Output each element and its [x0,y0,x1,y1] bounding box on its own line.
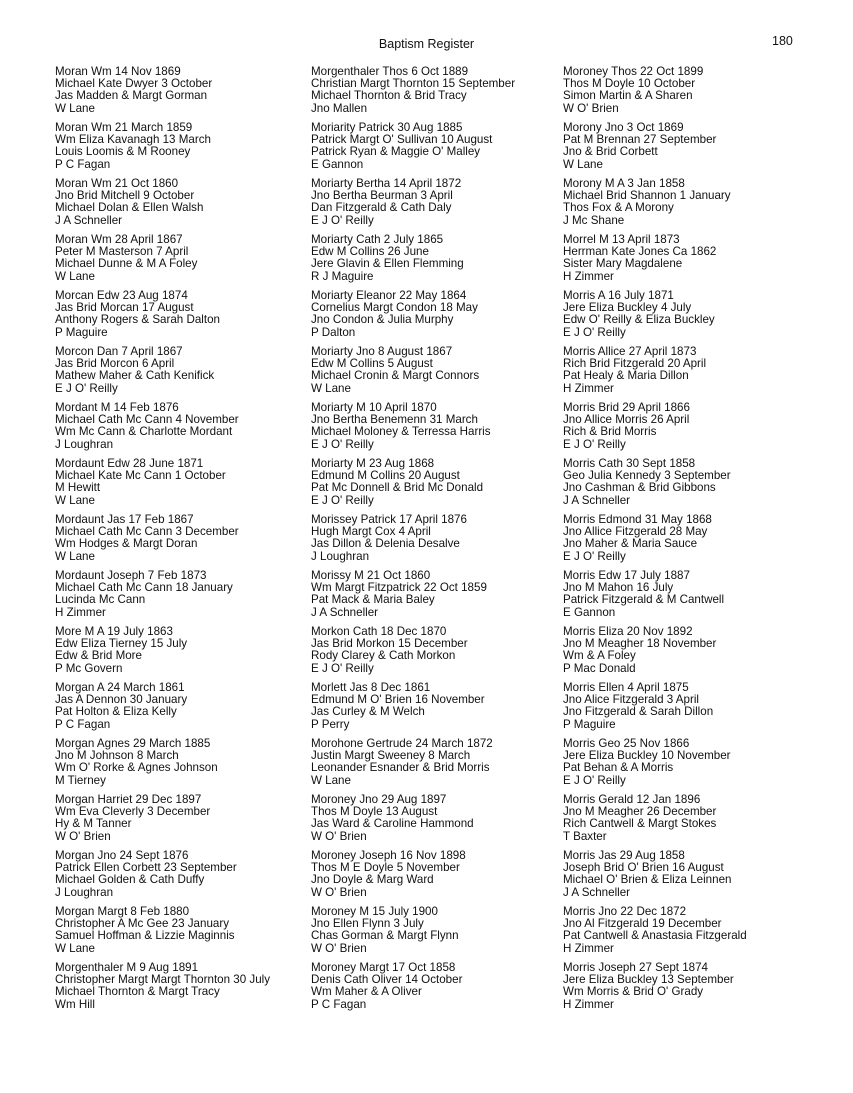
entry-child: Morgan Agnes 29 March 1885 [55,737,211,750]
entry-child: Morgan Jno 24 Sept 1876 [55,849,189,862]
entry-sponsors: Michael Cronin & Margt Connors [311,369,480,383]
entry-child: Morris Brid 29 April 1866 [563,401,690,414]
entry-sponsors: Pat Behan & A Morris [563,761,674,775]
entry-priest: P Mc Govern [55,661,123,675]
entry-priest: R J Maguire [311,269,374,283]
register-entry [311,122,566,178]
register-entry [563,850,818,906]
entry-priest: J Loughran [311,549,370,563]
entry-parents: Jno Allice Morris 26 April [563,413,690,427]
entry-priest: E Gannon [563,605,616,619]
entry-child: Morgenthaler Thos 6 Oct 1889 [311,65,469,78]
page-number: 180 [772,34,793,48]
entry-child: Moran Wm 14 Nov 1869 [55,65,181,78]
entry-sponsors: Patrick Fitzgerald & M Cantwell [563,593,725,607]
entry-sponsors: Lucinda Mc Cann [55,593,146,607]
entry-priest: W Lane [55,941,95,955]
entry-child: Morris A 16 July 1871 [563,289,674,302]
entry-child: Morlett Jas 8 Dec 1861 [311,681,431,694]
entry-sponsors: Rich & Brid Morris [563,425,657,439]
entry-priest: P Maguire [563,717,616,731]
entry-child: Morris Edw 17 July 1887 [563,569,690,582]
entry-priest: P C Fagan [55,157,111,171]
register-entry [563,626,818,682]
register-entry [55,458,310,514]
entry-priest: J A Schneller [311,605,379,619]
entry-priest: J Loughran [55,885,114,899]
entry-parents: Michael Cath Mc Cann 4 November [55,413,239,427]
entry-sponsors: Jno Condon & Julia Murphy [311,313,454,327]
entry-parents: Rich Brid Fitzgerald 20 April [563,357,707,371]
entry-parents: Edmund M O' Brien 16 November [311,693,485,707]
entry-parents: Cornelius Margt Condon 18 May [311,301,478,315]
entry-priest: P Dalton [311,325,356,339]
entry-priest: P Maguire [55,325,108,339]
entry-child: Moroney M 15 July 1900 [311,905,438,918]
entry-sponsors: Leonander Esnander & Brid Morris [311,761,490,775]
entry-parents: Jas Brid Morkon 15 December [311,637,468,651]
entry-child: Morris Jno 22 Dec 1872 [563,905,687,918]
entry-priest: P C Fagan [55,717,111,731]
entry-parents: Edw Eliza Tierney 15 July [55,637,188,651]
entry-parents: Edw M Collins 26 June [311,245,429,259]
entry-child: Mordant M 14 Feb 1876 [55,401,179,414]
entry-priest: E J O' Reilly [55,381,118,395]
register-entry [563,738,818,794]
register-entry [55,962,310,1018]
entry-sponsors: M Hewitt [55,481,101,495]
entry-parents: Jno Al Fitzgerald 19 December [563,917,722,931]
register-entry [563,962,818,1018]
entry-sponsors: Pat Cantwell & Anastasia Fitzgerald [563,929,747,943]
entry-priest: W Lane [311,773,351,787]
entry-parents: Jere Eliza Buckley 4 July [563,301,692,315]
entry-sponsors: Rich Cantwell & Margt Stokes [563,817,717,831]
entry-parents: Pat M Brennan 27 September [563,133,717,147]
entry-sponsors: Chas Gorman & Margt Flynn [311,929,459,943]
entry-sponsors: Jno Maher & Maria Sauce [563,537,698,551]
entry-parents: Denis Cath Oliver 14 October [311,973,463,987]
register-column-2 [311,66,566,1018]
entry-sponsors: Pat Healy & Maria Dillon [563,369,689,383]
entry-child: Morgan Harriet 29 Dec 1897 [55,793,202,806]
entry-child: Moran Wm 21 March 1859 [55,121,193,134]
entry-sponsors: Sister Mary Magdalene [563,257,683,271]
entry-parents: Thos M Doyle 10 October [563,77,696,91]
entry-parents: Jno M Meagher 26 December [563,805,717,819]
entry-priest: P C Fagan [311,997,367,1011]
entry-priest: W O' Brien [311,829,367,843]
entry-priest: W O' Brien [563,101,619,115]
register-column-1 [55,66,310,1018]
entry-sponsors: Jas Madden & Margt Gorman [55,89,208,103]
entry-priest: E J O' Reilly [311,437,374,451]
register-entry [55,346,310,402]
entry-priest: J A Schneller [563,885,631,899]
entry-priest: Wm Hill [55,997,95,1011]
entry-sponsors: Jno Fitzgerald & Sarah Dillon [563,705,714,719]
entry-child: Morcan Edw 23 Aug 1874 [55,289,188,302]
entry-sponsors: Rody Clarey & Cath Morkon [311,649,456,663]
entry-sponsors: Wm & A Foley [563,649,636,663]
entry-priest: E J O' Reilly [563,773,626,787]
entry-child: Moriarty M 10 April 1870 [311,401,437,414]
entry-sponsors: Michael Dolan & Ellen Walsh [55,201,204,215]
entry-parents: Christian Margt Thornton 15 September [311,77,516,91]
entry-parents: Jere Eliza Buckley 10 November [563,749,731,763]
entry-priest: W Lane [55,101,95,115]
entry-sponsors: Mathew Maher & Cath Kenifick [55,369,215,383]
register-entry [55,850,310,906]
entry-child: Morkon Cath 18 Dec 1870 [311,625,447,638]
entry-sponsors: Dan Fitzgerald & Cath Daly [311,201,452,215]
entry-parents: Michael Kate Mc Cann 1 October [55,469,226,483]
entry-priest: E Gannon [311,157,364,171]
entry-priest: T Baxter [563,829,607,843]
entry-sponsors: Michael Thornton & Margt Tracy [55,985,220,999]
entry-parents: Wm Eva Cleverly 3 December [55,805,211,819]
entry-parents: Jas Brid Morcan 17 August [55,301,194,315]
entry-child: Morris Ellen 4 April 1875 [563,681,689,694]
register-entry [55,570,310,626]
entry-sponsors: Jas Dillon & Delenia Desalve [311,537,460,551]
entry-child: Moran Wm 21 Oct 1860 [55,177,179,190]
register-entry [563,906,818,962]
register-entry [563,290,818,346]
entry-child: Mordaunt Jas 17 Feb 1867 [55,513,194,526]
entry-child: Morris Eliza 20 Nov 1892 [563,625,693,638]
entry-priest: H Zimmer [563,269,614,283]
entry-priest: W Lane [563,157,603,171]
entry-sponsors: Jere Glavin & Ellen Flemming [311,257,464,271]
entry-sponsors: Jas Curley & M Welch [311,705,425,719]
register-entry [563,794,818,850]
register-entry [311,850,566,906]
entry-parents: Geo Julia Kennedy 3 September [563,469,731,483]
register-entry [563,682,818,738]
entry-child: Morris Joseph 27 Sept 1874 [563,961,709,974]
entry-sponsors: Louis Loomis & M Rooney [55,145,191,159]
entry-child: Morcon Dan 7 April 1867 [55,345,183,358]
entry-parents: Jno Brid Mitchell 9 October [55,189,195,203]
entry-parents: Thos M E Doyle 5 November [311,861,460,875]
entry-parents: Christopher A Mc Gee 23 January [55,917,229,931]
entry-child: Moroney Thos 22 Oct 1899 [563,65,704,78]
page-title: Baptism Register [378,37,475,51]
entry-child: Moroney Jno 29 Aug 1897 [311,793,447,806]
entry-child: Moriarity Patrick 30 Aug 1885 [311,121,463,134]
entry-sponsors: Michael O' Brien & Eliza Leinnen [563,873,732,887]
entry-child: Morony M A 3 Jan 1858 [563,177,685,190]
entry-parents: Jno Bertha Beurman 3 April [311,189,453,203]
entry-parents: Jas A Dennon 30 January [55,693,188,707]
entry-parents: Patrick Margt O' Sullivan 10 August [311,133,493,147]
entry-child: Morris Allice 27 April 1873 [563,345,697,358]
entry-sponsors: Simon Martin & A Sharen [563,89,693,103]
entry-sponsors: Jno Cashman & Brid Gibbons [563,481,716,495]
register-entry [563,514,818,570]
entry-priest: J A Schneller [55,213,123,227]
register-entry [563,178,818,234]
entry-sponsors: Michael Moloney & Terressa Harris [311,425,491,439]
entry-child: Morris Cath 30 Sept 1858 [563,457,696,470]
entry-parents: Herrman Kate Jones Ca 1862 [563,245,717,259]
entry-parents: Michael Kate Dwyer 3 October [55,77,213,91]
register-entry [563,570,818,626]
entry-child: Moran Wm 28 April 1867 [55,233,183,246]
entry-parents: Jno Bertha Benemenn 31 March [311,413,478,427]
entry-sponsors: Pat Mc Donnell & Brid Mc Donald [311,481,484,495]
entry-child: Morris Edmond 31 May 1868 [563,513,712,526]
entry-parents: Jno M Johnson 8 March [55,749,179,763]
entry-priest: W O' Brien [55,829,111,843]
entry-child: Morissey Patrick 17 April 1876 [311,513,467,526]
entry-sponsors: Michael Dunne & M A Foley [55,257,198,271]
register-entry [311,962,566,1018]
register-entry [55,738,310,794]
entry-child: Morris Geo 25 Nov 1866 [563,737,690,750]
entry-parents: Hugh Margt Cox 4 April [311,525,431,539]
entry-child: Morgan A 24 March 1861 [55,681,185,694]
entry-parents: Michael Cath Mc Cann 3 December [55,525,239,539]
entry-child: Morgenthaler M 9 Aug 1891 [55,961,199,974]
entry-parents: Michael Brid Shannon 1 January [563,189,731,203]
register-entry [55,122,310,178]
entry-parents: Thos M Doyle 13 August [311,805,438,819]
register-entry [563,122,818,178]
entry-sponsors: Hy & M Tanner [55,817,132,831]
entry-parents: Michael Cath Mc Cann 18 January [55,581,233,595]
register-entry [311,178,566,234]
entry-parents: Jno M Mahon 16 July [563,581,674,595]
register-entry [311,626,566,682]
entry-sponsors: Wm Hodges & Margt Doran [55,537,198,551]
register-column-3 [563,66,818,1018]
entry-priest: E J O' Reilly [311,493,374,507]
register-entry [563,66,818,122]
entry-parents: Jno Alice Fitzgerald 3 April [563,693,699,707]
entry-priest: H Zimmer [563,941,614,955]
entry-child: Morony Jno 3 Oct 1869 [563,121,684,134]
entry-child: Mordaunt Joseph 7 Feb 1873 [55,569,207,582]
entry-priest: E J O' Reilly [311,213,374,227]
register-entry [311,906,566,962]
entry-priest: H Zimmer [55,605,106,619]
entry-child: More M A 19 July 1863 [55,625,173,638]
entry-sponsors: Pat Holton & Eliza Kelly [55,705,177,719]
entry-parents: Christopher Margt Margt Thornton 30 July [55,973,271,987]
entry-child: Morissy M 21 Oct 1860 [311,569,431,582]
entry-child: Moriarty Eleanor 22 May 1864 [311,289,467,302]
register-entry [311,290,566,346]
entry-sponsors: Jno Doyle & Marg Ward [311,873,434,887]
entry-parents: Jere Eliza Buckley 13 September [563,973,734,987]
entry-priest: W Lane [55,549,95,563]
entry-parents: Edmund M Collins 20 August [311,469,460,483]
entry-child: Mordaunt Edw 28 June 1871 [55,457,204,470]
entry-parents: Jno Allice Fitzgerald 28 May [563,525,708,539]
entry-parents: Justin Margt Sweeney 8 March [311,749,471,763]
entry-sponsors: Edw & Brid More [55,649,142,663]
register-entry [55,234,310,290]
entry-child: Morrel M 13 April 1873 [563,233,680,246]
register-entry [55,290,310,346]
entry-priest: H Zimmer [563,381,614,395]
entry-priest: P Mac Donald [563,661,636,675]
entry-parents: Wm Eliza Kavanagh 13 March [55,133,211,147]
entry-priest: M Tierney [55,773,106,787]
register-entry [55,514,310,570]
register-entry [563,458,818,514]
entry-child: Morris Gerald 12 Jan 1896 [563,793,701,806]
entry-sponsors: Pat Mack & Maria Baley [311,593,435,607]
entry-child: Moroney Joseph 16 Nov 1898 [311,849,466,862]
entry-priest: E J O' Reilly [311,661,374,675]
entry-sponsors: Edw O' Reilly & Eliza Buckley [563,313,715,327]
register-entry [311,514,566,570]
entry-sponsors: Anthony Rogers & Sarah Dalton [55,313,220,327]
entry-priest: E J O' Reilly [563,549,626,563]
entry-sponsors: Wm Morris & Brid O' Grady [563,985,704,999]
entry-sponsors: Wm Maher & A Oliver [311,985,422,999]
entry-priest: P Perry [311,717,350,731]
entry-priest: W Lane [311,381,351,395]
entry-parents: Edw M Collins 5 August [311,357,433,371]
register-entry [55,626,310,682]
entry-child: Moriarty Cath 2 July 1865 [311,233,444,246]
register-entry [55,66,310,122]
entry-priest: E J O' Reilly [563,325,626,339]
register-entry [55,906,310,962]
entry-parents: Peter M Masterson 7 April [55,245,189,259]
entry-priest: J Mc Shane [563,213,625,227]
entry-parents: Joseph Brid O' Brien 16 August [563,861,724,875]
entry-sponsors: Samuel Hoffman & Lizzie Maginnis [55,929,235,943]
register-entry [55,682,310,738]
entry-priest: W Lane [55,269,95,283]
entry-child: Morohone Gertrude 24 March 1872 [311,737,493,750]
entry-sponsors: Wm O' Rorke & Agnes Johnson [55,761,218,775]
entry-parents: Jno Ellen Flynn 3 July [311,917,424,931]
register-entry [563,346,818,402]
entry-priest: E J O' Reilly [563,437,626,451]
register-entry [563,402,818,458]
entry-sponsors: Jno & Brid Corbett [563,145,658,159]
entry-parents: Wm Margt Fitzpatrick 22 Oct 1859 [311,581,487,595]
entry-priest: J Loughran [55,437,114,451]
entry-sponsors: Jas Ward & Caroline Hammond [311,817,474,831]
entry-sponsors: Michael Thornton & Brid Tracy [311,89,467,103]
entry-priest: W O' Brien [311,941,367,955]
entry-priest: W O' Brien [311,885,367,899]
register-entry [55,178,310,234]
register-entry [563,234,818,290]
entry-parents: Jas Brid Morcon 6 April [55,357,175,371]
register-entry [311,682,566,738]
register-entry [311,234,566,290]
entry-priest: J A Schneller [563,493,631,507]
register-entry [311,66,566,122]
entry-child: Morgan Margt 8 Feb 1880 [55,905,190,918]
entry-parents: Jno M Meagher 18 November [563,637,717,651]
entry-priest: Jno Mallen [311,101,368,115]
entry-child: Moriarty M 23 Aug 1868 [311,457,435,470]
entry-child: Moroney Margt 17 Oct 1858 [311,961,456,974]
register-entry [55,794,310,850]
register-entry [311,738,566,794]
entry-sponsors: Patrick Ryan & Maggie O' Malley [311,145,481,159]
entry-child: Moriarty Jno 8 August 1867 [311,345,453,358]
entry-sponsors: Michael Golden & Cath Duffy [55,873,205,887]
entry-priest: W Lane [55,493,95,507]
entry-sponsors: Wm Mc Cann & Charlotte Mordant [55,425,233,439]
entry-child: Morris Jas 29 Aug 1858 [563,849,685,862]
entry-sponsors: Thos Fox & A Morony [563,201,674,215]
entry-parents: Patrick Ellen Corbett 23 September [55,861,237,875]
register-entry [311,794,566,850]
register-entry [311,346,566,402]
register-entry [55,402,310,458]
register-entry [311,570,566,626]
entry-child: Moriarty Bertha 14 April 1872 [311,177,462,190]
entry-priest: H Zimmer [563,997,614,1011]
register-entry [311,458,566,514]
register-entry [311,402,566,458]
